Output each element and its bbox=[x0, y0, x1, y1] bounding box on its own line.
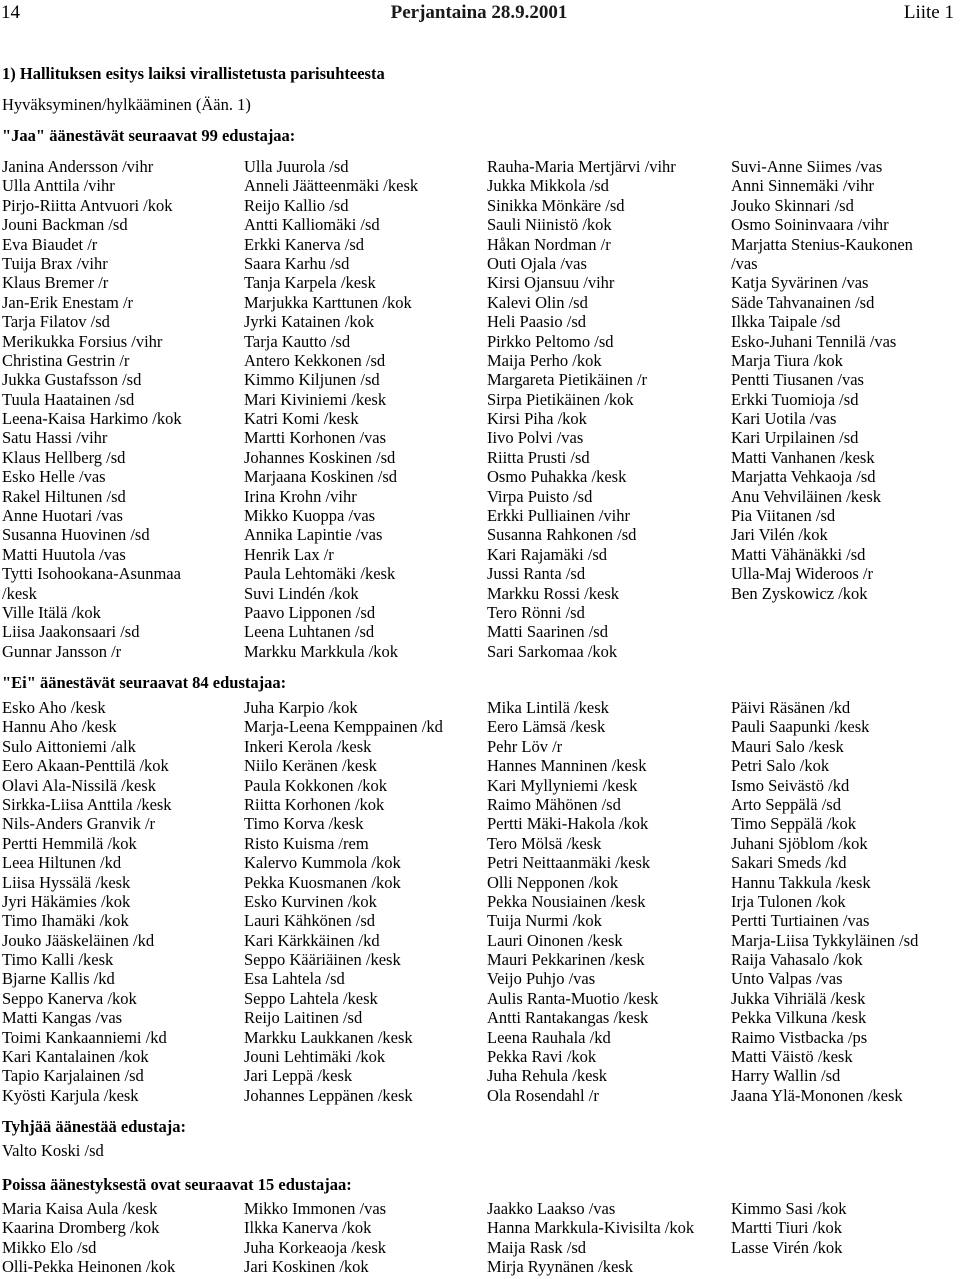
member-name: Leea Hiltunen /kd bbox=[2, 853, 122, 873]
member-name: Paula Lehtomäki /kesk bbox=[244, 564, 396, 584]
member-name: Osmo Soininvaara /vihr bbox=[731, 215, 889, 235]
member-name: Susanna Rahkonen /sd bbox=[487, 525, 637, 545]
member-name: Marja-Leena Kemppainen /kd bbox=[244, 717, 443, 737]
member-name: Rakel Hiltunen /sd bbox=[2, 486, 126, 506]
yes-column-1 bbox=[2, 157, 182, 661]
member-name: Pertti Turtiainen /vas bbox=[731, 911, 870, 931]
member-name: Jouni Backman /sd bbox=[2, 215, 128, 235]
member-name: Hannu Takkula /kesk bbox=[731, 872, 871, 892]
member-name: Esko-Juhani Tennilä /vas bbox=[731, 331, 897, 351]
member-name: Tanja Karpela /kesk bbox=[244, 273, 376, 293]
absent-column-2 bbox=[244, 1199, 386, 1277]
member-name: Arto Seppälä /sd bbox=[731, 794, 841, 814]
member-name: Janina Andersson /vihr bbox=[2, 157, 154, 176]
member-name: Marja-Liisa Tykkyläinen /sd bbox=[731, 930, 919, 950]
blank-heading: Tyhjää äänestää edustaja: bbox=[2, 1117, 186, 1136]
member-name: Marjatta Stenius-Kaukonen bbox=[731, 234, 913, 254]
member-name: Outi Ojala /vas bbox=[487, 253, 587, 273]
member-name: Timo Seppälä /kok bbox=[731, 814, 856, 834]
member-name: Pekka Nousiainen /kesk bbox=[487, 891, 646, 911]
member-name: Timo Kalli /kesk bbox=[2, 950, 114, 970]
member-name: Anni Sinnemäki /vihr bbox=[731, 176, 874, 196]
member-name: Pekka Kuosmanen /kok bbox=[244, 872, 401, 892]
member-name: Sulo Aittoniemi /alk bbox=[2, 736, 136, 756]
member-name: Markku Rossi /kesk bbox=[487, 583, 619, 603]
member-name: Sinikka Mönkäre /sd bbox=[487, 195, 625, 215]
member-name: Ilkka Taipale /sd bbox=[731, 312, 841, 332]
member-name: Paavo Lipponen /sd bbox=[244, 602, 376, 622]
member-name: Sirpa Pietikäinen /kok bbox=[487, 389, 634, 409]
member-name: Ulla Juurola /sd bbox=[244, 157, 349, 176]
member-name: Veijo Puhjo /vas bbox=[487, 969, 596, 989]
item-title: 1) Hallituksen esitys laiksi virallistetusta parisuhteesta bbox=[2, 64, 385, 83]
member-name: Sauli Niinistö /kok bbox=[487, 215, 612, 235]
member-name: Jyri Häkämies /kok bbox=[2, 891, 131, 911]
member-name: Kaarina Dromberg /kok bbox=[2, 1218, 160, 1238]
absent-column-4 bbox=[731, 1199, 847, 1257]
member-name: Mika Lintilä /kesk bbox=[487, 698, 609, 717]
member-name: Raija Vahasalo /kok bbox=[731, 950, 863, 970]
member-name: Antti Kalliomäki /sd bbox=[244, 215, 380, 235]
member-name: Jaana Ylä-Mononen /kesk bbox=[731, 1085, 903, 1105]
member-name: Virpa Puisto /sd bbox=[487, 486, 593, 506]
member-name: Jouko Jääskeläinen /kd bbox=[2, 930, 155, 950]
member-name: Anneli Jäätteenmäki /kesk bbox=[244, 176, 419, 196]
member-name: Seppo Lahtela /kesk bbox=[244, 988, 378, 1008]
member-name: Katri Komi /kesk bbox=[244, 409, 359, 429]
member-name: Sakari Smeds /kd bbox=[731, 853, 847, 873]
member-name: Inkeri Kerola /kesk bbox=[244, 736, 372, 756]
member-name: Gunnar Jansson /r bbox=[2, 641, 122, 661]
member-name: Saara Karhu /sd bbox=[244, 253, 350, 273]
member-name: Timo Ihamäki /kok bbox=[2, 911, 129, 931]
member-name: Juha Karpio /kok bbox=[244, 698, 358, 717]
member-name: Merikukka Forsius /vihr bbox=[2, 331, 163, 351]
member-name: Anu Vehviläinen /kesk bbox=[731, 486, 882, 506]
member-name: Ville Itälä /kok bbox=[2, 602, 101, 622]
member-name: Ben Zyskowicz /kok bbox=[731, 583, 868, 603]
member-name: Tuija Brax /vihr bbox=[2, 253, 108, 273]
member-name: Matti Väistö /kesk bbox=[731, 1047, 853, 1067]
member-name: Nils-Anders Granvik /r bbox=[2, 814, 156, 834]
vote-description: Hyväksyminen/hylkääminen (Ään. 1) bbox=[2, 95, 251, 114]
member-name: Olli Nepponen /kok bbox=[487, 872, 619, 892]
member-name: Irina Krohn /vihr bbox=[244, 486, 357, 506]
member-name: Antero Kekkonen /sd bbox=[244, 350, 386, 370]
member-name: Susanna Huovinen /sd bbox=[2, 525, 150, 545]
page-number: 14 bbox=[1, 2, 20, 23]
member-name: Ismo Seivästö /kd bbox=[731, 775, 850, 795]
member-name: Petri Salo /kok bbox=[731, 756, 830, 776]
member-name: Erkki Kanerva /sd bbox=[244, 234, 365, 254]
member-name: Seppo Kääriäinen /kesk bbox=[244, 950, 401, 970]
member-name: Toimi Kankaanniemi /kd bbox=[2, 1027, 167, 1047]
member-name: Suvi-Anne Siimes /vas bbox=[731, 157, 883, 176]
member-name: Tarja Filatov /sd bbox=[2, 312, 110, 332]
member-name: Kari Kärkkäinen /kd bbox=[244, 930, 380, 950]
member-name: Kari Myllyniemi /kesk bbox=[487, 775, 638, 795]
member-name: Reijo Laitinen /sd bbox=[244, 1008, 363, 1028]
member-name: /kesk bbox=[2, 583, 37, 603]
member-name: Kari Uotila /vas bbox=[731, 409, 837, 429]
member-name: Juhani Sjöblom /kok bbox=[731, 833, 868, 853]
member-name: Tero Rönni /sd bbox=[487, 602, 585, 622]
member-name: Iivo Polvi /vas bbox=[487, 428, 584, 448]
member-name: Ulla-Maj Wideroos /r bbox=[731, 564, 873, 584]
member-name: Risto Kuisma /rem bbox=[244, 833, 369, 853]
member-name: Margareta Pietikäinen /r bbox=[487, 370, 648, 390]
member-name: Christina Gestrin /r bbox=[2, 350, 130, 370]
member-name: Pertti Hemmilä /kok bbox=[2, 833, 137, 853]
member-name: Sirkka-Liisa Anttila /kesk bbox=[2, 794, 172, 814]
member-name: Valto Koski /sd bbox=[2, 1141, 104, 1160]
member-name: Lauri Kähkönen /sd bbox=[244, 911, 376, 931]
member-name: Jukka Mikkola /sd bbox=[487, 176, 609, 196]
member-name: Kari Urpilainen /sd bbox=[731, 428, 859, 448]
member-name: Matti Vähänäkki /sd bbox=[731, 544, 866, 564]
member-name: Ola Rosendahl /r bbox=[487, 1085, 599, 1105]
member-name: Bjarne Kallis /kd bbox=[2, 969, 115, 989]
member-name: Paula Kokkonen /kok bbox=[244, 775, 387, 795]
member-name: Henrik Lax /r bbox=[244, 544, 334, 564]
member-name: Johannes Koskinen /sd bbox=[244, 447, 396, 467]
yes-column-4 bbox=[731, 157, 913, 603]
page-header bbox=[0, 2, 958, 26]
member-name: Maria Kaisa Aula /kesk bbox=[2, 1199, 158, 1218]
member-name: Kimmo Sasi /kok bbox=[731, 1199, 847, 1218]
member-name: Jukka Vihriälä /kesk bbox=[731, 988, 866, 1008]
yes-column-2 bbox=[244, 157, 418, 661]
member-name: Rauha-Maria Mertjärvi /vihr bbox=[487, 157, 676, 176]
member-name: Kari Kantalainen /kok bbox=[2, 1047, 149, 1067]
member-name: Sari Sarkomaa /kok bbox=[487, 641, 618, 661]
member-name: Jouko Skinnari /sd bbox=[731, 195, 854, 215]
member-name: Unto Valpas /vas bbox=[731, 969, 843, 989]
member-name: Eva Biaudet /r bbox=[2, 234, 98, 254]
member-name: Esko Helle /vas bbox=[2, 467, 106, 487]
member-name: Martti Tiuri /kok bbox=[731, 1218, 842, 1238]
member-name: Leena-Kaisa Harkimo /kok bbox=[2, 409, 182, 429]
member-name: Eero Lämsä /kesk bbox=[487, 717, 606, 737]
member-name: Jari Leppä /kesk bbox=[244, 1066, 353, 1086]
member-name: Harry Wallin /sd bbox=[731, 1066, 841, 1086]
member-name: Olavi Ala-Nissilä /kesk bbox=[2, 775, 156, 795]
member-name: Klaus Hellberg /sd bbox=[2, 447, 126, 467]
member-name: Olli-Pekka Heinonen /kok bbox=[2, 1257, 176, 1277]
member-name: Kalervo Kummola /kok bbox=[244, 853, 401, 873]
member-name: Markku Markkula /kok bbox=[244, 641, 398, 661]
member-name: Pekka Vilkuna /kesk bbox=[731, 1008, 867, 1028]
member-name: Mauri Salo /kesk bbox=[731, 736, 844, 756]
member-name: Riitta Korhonen /kok bbox=[244, 794, 385, 814]
member-name: Jyrki Katainen /kok bbox=[244, 312, 375, 332]
no-heading: "Ei" äänestävät seuraavat 84 edustajaa: bbox=[2, 673, 287, 692]
no-column-4 bbox=[731, 698, 918, 1105]
member-name: Jari Vilén /kok bbox=[731, 525, 828, 545]
member-name: Marjukka Karttunen /kok bbox=[244, 292, 412, 312]
member-name: Annika Lapintie /vas bbox=[244, 525, 383, 545]
member-name: Marja Tiura /kok bbox=[731, 350, 843, 370]
member-name: Matti Huutola /vas bbox=[2, 544, 126, 564]
member-name: Pehr Löv /r bbox=[487, 736, 563, 756]
member-name: Päivi Räsänen /kd bbox=[731, 698, 851, 717]
yes-heading: "Jaa" äänestävät seuraavat 99 edustajaa: bbox=[2, 126, 296, 145]
member-name: Pirkko Peltomo /sd bbox=[487, 331, 614, 351]
member-name: Satu Hassi /vihr bbox=[2, 428, 108, 448]
member-name: Jukka Gustafsson /sd bbox=[2, 370, 142, 390]
member-name: Mirja Ryynänen /kesk bbox=[487, 1257, 633, 1277]
member-name: Marjatta Vehkaoja /sd bbox=[731, 467, 876, 487]
blank-column-1 bbox=[2, 1141, 104, 1160]
member-name: Seppo Kanerva /kok bbox=[2, 988, 137, 1008]
member-name: Pertti Mäki-Hakola /kok bbox=[487, 814, 649, 834]
member-name: Eero Akaan-Penttilä /kok bbox=[2, 756, 169, 776]
member-name: Juha Rehula /kesk bbox=[487, 1066, 608, 1086]
member-name: Håkan Nordman /r bbox=[487, 234, 611, 254]
member-name: Tarja Kautto /sd bbox=[244, 331, 351, 351]
member-name: Raimo Mähönen /sd bbox=[487, 794, 621, 814]
member-name: Mari Kiviniemi /kesk bbox=[244, 389, 387, 409]
member-name: Tapio Karjalainen /sd bbox=[2, 1066, 144, 1086]
member-name: Lauri Oinonen /kesk bbox=[487, 930, 623, 950]
member-name: Jouni Lehtimäki /kok bbox=[244, 1047, 386, 1067]
member-name: Matti Kangas /vas bbox=[2, 1008, 123, 1028]
member-name: Hannu Aho /kesk bbox=[2, 717, 117, 737]
member-name: Kari Rajamäki /sd bbox=[487, 544, 608, 564]
member-name: Pirjo-Riitta Antvuori /kok bbox=[2, 195, 173, 215]
member-name: Lasse Virén /kok bbox=[731, 1237, 843, 1257]
member-name: Mikko Kuoppa /vas bbox=[244, 506, 376, 526]
member-name: Kirsi Ojansuu /vihr bbox=[487, 273, 615, 293]
member-name: Mikko Elo /sd bbox=[2, 1237, 97, 1257]
member-name: Jari Koskinen /kok bbox=[244, 1257, 369, 1277]
member-name: Säde Tahvanainen /sd bbox=[731, 292, 875, 312]
member-name: Esko Kurvinen /kok bbox=[244, 891, 377, 911]
member-name: Petri Neittaanmäki /kesk bbox=[487, 853, 651, 873]
member-name: Mikko Immonen /vas bbox=[244, 1199, 387, 1218]
member-name: Pauli Saapunki /kesk bbox=[731, 717, 870, 737]
member-name: Aulis Ranta-Muotio /kesk bbox=[487, 988, 659, 1008]
absent-heading: Poissa äänestyksestä ovat seuraavat 15 edustajaa: bbox=[2, 1175, 352, 1194]
member-name: Kimmo Kiljunen /sd bbox=[244, 370, 380, 390]
member-name: Leena Luhtanen /sd bbox=[244, 622, 375, 642]
absent-column-1 bbox=[2, 1199, 175, 1277]
member-name: Erkki Tuomioja /sd bbox=[731, 389, 859, 409]
member-name: Ilkka Kanerva /kok bbox=[244, 1218, 372, 1238]
member-name: Kyösti Karjula /kesk bbox=[2, 1085, 139, 1105]
member-name: Matti Vanhanen /kesk bbox=[731, 447, 875, 467]
member-name: Jan-Erik Enestam /r bbox=[2, 292, 134, 312]
member-name: Reijo Kallio /sd bbox=[244, 195, 349, 215]
member-name: Katja Syvärinen /vas bbox=[731, 273, 869, 293]
member-name: Esa Lahtela /sd bbox=[244, 969, 345, 989]
member-name: Kirsi Piha /kok bbox=[487, 409, 587, 429]
member-name: Maija Perho /kok bbox=[487, 350, 602, 370]
member-name: Liisa Jaakonsaari /sd bbox=[2, 622, 140, 642]
member-name: Pia Viitanen /sd bbox=[731, 506, 836, 526]
member-name: Pentti Tiusanen /vas bbox=[731, 370, 864, 390]
member-name: Osmo Puhakka /kesk bbox=[487, 467, 627, 487]
member-name: Jaakko Laakso /vas bbox=[487, 1199, 616, 1218]
member-name: Heli Paasio /sd bbox=[487, 312, 586, 332]
header-date: Perjantaina 28.9.2001 bbox=[390, 2, 568, 23]
member-name: Riitta Prusti /sd bbox=[487, 447, 590, 467]
member-name: Tero Mölsä /kesk bbox=[487, 833, 602, 853]
member-name: Pekka Ravi /kok bbox=[487, 1047, 597, 1067]
no-column-2 bbox=[244, 698, 443, 1105]
member-name: Raimo Vistbacka /ps bbox=[731, 1027, 868, 1047]
member-name: Tytti Isohookana-Asunmaa bbox=[2, 564, 181, 584]
member-name: /vas bbox=[731, 253, 758, 273]
member-name: Jussi Ranta /sd bbox=[487, 564, 586, 584]
attachment-label: Liite 1 bbox=[903, 2, 954, 23]
member-name: Timo Korva /kesk bbox=[244, 814, 364, 834]
member-name: Kalevi Olin /sd bbox=[487, 292, 588, 312]
member-name: Tuija Nurmi /kok bbox=[487, 911, 602, 931]
member-name: Marjaana Koskinen /sd bbox=[244, 467, 398, 487]
no-column-3 bbox=[487, 698, 658, 1105]
member-name: Suvi Lindén /kok bbox=[244, 583, 359, 603]
no-column-1 bbox=[2, 698, 172, 1105]
member-name: Liisa Hyssälä /kesk bbox=[2, 872, 131, 892]
member-name: Niilo Keränen /kesk bbox=[244, 756, 377, 776]
member-name: Martti Korhonen /vas bbox=[244, 428, 387, 448]
member-name: Ulla Anttila /vihr bbox=[2, 176, 115, 196]
member-name: Esko Aho /kesk bbox=[2, 698, 106, 717]
member-name: Markku Laukkanen /kesk bbox=[244, 1027, 413, 1047]
member-name: Antti Rantakangas /kesk bbox=[487, 1008, 649, 1028]
member-name: Hanna Markkula-Kivisilta /kok bbox=[487, 1218, 695, 1238]
member-name: Maija Rask /sd bbox=[487, 1237, 586, 1257]
member-name: Tuula Haatainen /sd bbox=[2, 389, 135, 409]
member-name: Anne Huotari /vas bbox=[2, 506, 123, 526]
member-name: Juha Korkeaoja /kesk bbox=[244, 1237, 387, 1257]
member-name: Leena Rauhala /kd bbox=[487, 1027, 611, 1047]
absent-column-3 bbox=[487, 1199, 694, 1277]
member-name: Hannes Manninen /kesk bbox=[487, 756, 647, 776]
member-name: Matti Saarinen /sd bbox=[487, 622, 608, 642]
member-name: Erkki Pulliainen /vihr bbox=[487, 506, 630, 526]
yes-column-3 bbox=[487, 157, 676, 661]
member-name: Johannes Leppänen /kesk bbox=[244, 1085, 413, 1105]
member-name: Mauri Pekkarinen /kesk bbox=[487, 950, 645, 970]
member-name: Irja Tulonen /kok bbox=[731, 891, 846, 911]
member-name: Klaus Bremer /r bbox=[2, 273, 109, 293]
